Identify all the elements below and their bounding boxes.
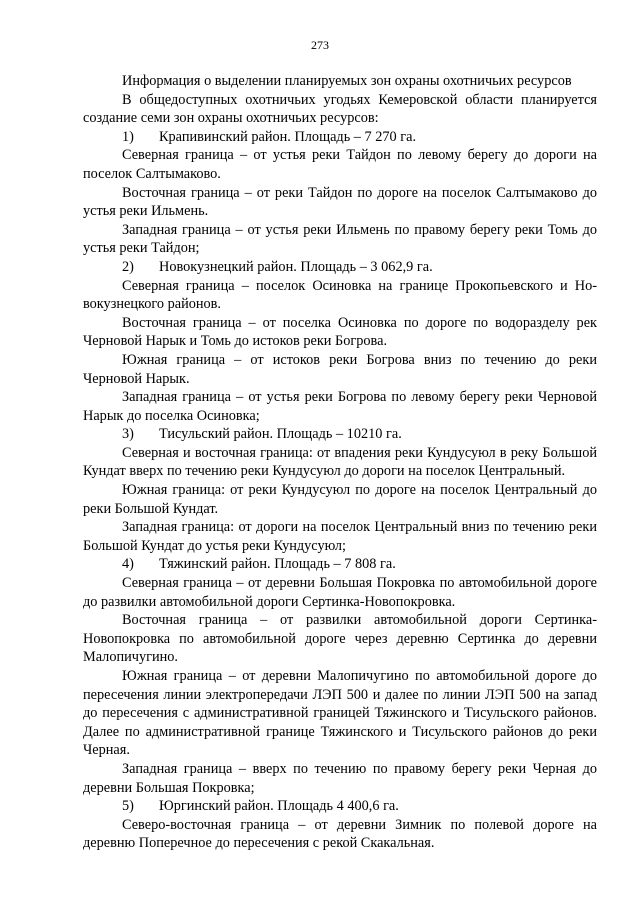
zone-item-1 [83,128,597,147]
boundary-paragraph: Западная граница – от устья реки Ильмень по правому берегу реки Томь до устья реки Тайдон; [83,221,597,257]
zone-item-number: 3) [122,426,134,443]
zone-item-title: Тисульский район. Площадь – 10210 га. [159,426,402,443]
boundary-paragraph: Северная граница – от деревни Большая Покровка по автомобильной дороге до развилки автомобильной дороги Сертинка-Новопокровка. [83,575,597,610]
zone-item-number: 4) [122,556,134,573]
intro-paragraph: В общедоступных охотничьих угодьях Кемеровской области планируется создание семи зон охраны охотничьих ресурсов: [83,91,597,127]
zone-item-number: 2) [122,258,134,275]
boundary-paragraph: Северная и восточная граница: от впадения реки Кундусуюл в реку Большой Кундат вверх по течению реки Кундусуюл до дороги на поселок Центральный. [83,444,597,480]
zone-item-5 [83,797,597,816]
boundary-paragraph: Восточная граница – от поселка Осиновка по дороге по водоразделу рек Черновой Нарык и Томь до истоков реки Богрова. [83,314,597,350]
zone-item-number: 5) [122,798,134,815]
boundary-paragraph: Северная граница – поселок Осиновка на границе Прокопьевского и Новокузнецкого районов. [83,277,597,313]
boundary-paragraph: Южная граница – от деревни Малопичугино по автомобильной дороге до пересечения линии электропередачи ЛЭП 500 и далее по линии ЛЭП 500 на запад до пересечения с административной границей Тяжинского и Тисульского районов. Далее по административной границе Тяжинского и Тисульского районов до реки Черная. [83,668,597,759]
zone-item-number: 1) [122,128,134,145]
zone-item-4 [83,555,597,574]
boundary-paragraph: Северная граница – от устья реки Тайдон по левому берегу до дороги на поселок Салтымаково. [83,147,597,182]
boundary-paragraph: Западная граница – от устья реки Богрова по левому берегу реки Черновой Нарык до поселка Осиновка; [83,389,597,424]
boundary-paragraph: Южная граница – от истоков реки Богрова вниз по течению до реки Черновой Нарык. [83,351,597,387]
boundary-paragraph: Южная граница: от реки Кундусуюл по дороге на поселок Центральный до реки Большой Кундат. [83,482,597,517]
boundary-paragraph: Западная граница: от дороги на поселок Центральный вниз по течению реки Большой Кундат до устья реки Кундусуюл; [83,519,597,554]
boundary-paragraph: Западная граница – вверх по течению по правому берегу реки Черная до деревни Большая Покровка; [83,760,597,796]
zone-item-3 [83,425,597,444]
boundary-paragraph: Северо-восточная граница – от деревни Зимник по полевой дороге на деревню Поперечное до пересечения с рекой Скакальная. [83,816,597,852]
boundary-paragraph: Восточная граница – от развилки автомобильной дороги Сертинка-Новопокровка по автомобильной дороге через деревню Сертинка до деревни Малопичугино. [83,612,597,666]
zone-item-title: Новокузнецкий район. Площадь – 3 062,9 га. [159,258,433,275]
zone-item-title: Тяжинский район. Площадь – 7 808 га. [159,556,396,573]
page-number: 273 [311,38,329,52]
section-heading: Информация о выделении планируемых зон охраны охотничьих ресурсов [122,73,572,89]
zone-item-title: Крапивинский район. Площадь – 7 270 га. [159,128,417,145]
document-body [83,72,597,853]
boundary-paragraph: Восточная граница – от реки Тайдон по дороге на поселок Салтымаково до устья реки Ильмень. [83,184,597,220]
zone-item-2 [83,258,597,277]
zone-item-title: Юргинский район. Площадь 4 400,6 га. [159,798,399,815]
